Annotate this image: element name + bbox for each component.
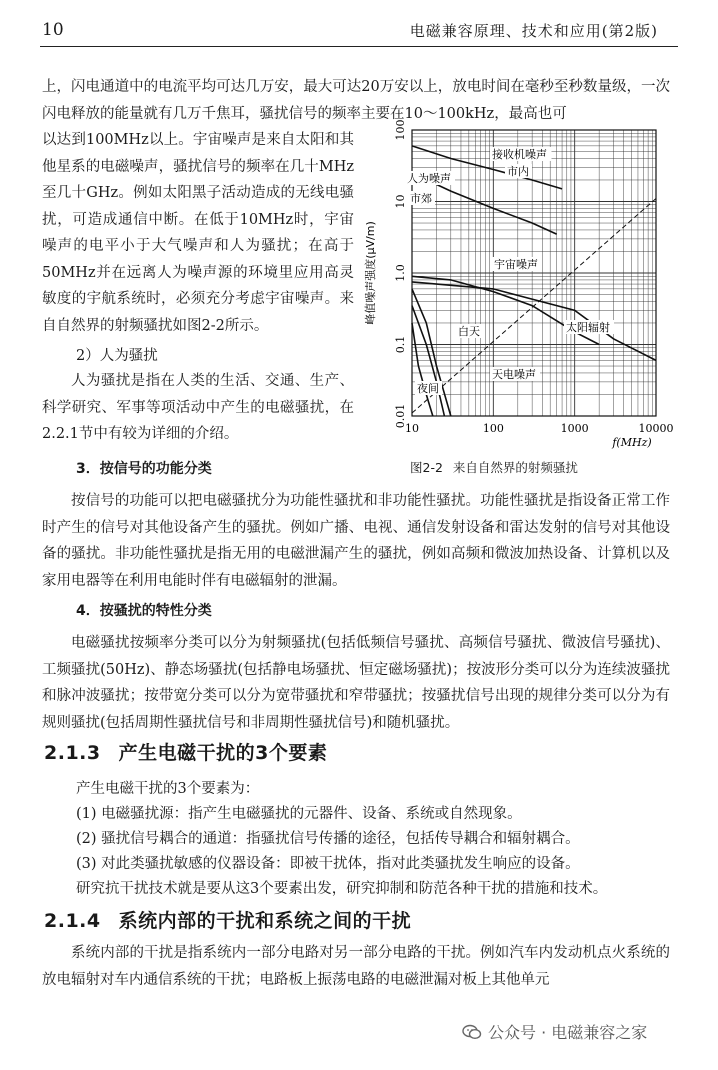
section-heading-2-1-3 bbox=[44, 738, 327, 765]
running-title: 电磁兼容原理、技术和应用(第2版) bbox=[409, 22, 658, 40]
paragraph-intra-system: 系统内部的干扰是指系统内一部分电路对另一部分电路的干扰。例如汽车内发动机点火系统的放电辐射对车内通信系统的干扰；电路板上振荡电路的电磁泄漏对板上其他单元 bbox=[42, 945, 670, 988]
curve-label: 白天 bbox=[458, 325, 480, 338]
x-axis-label: f(MHz) bbox=[612, 436, 652, 449]
paragraph-by-characteristic: 电磁骚扰按频率分类可以分为射频骚扰(包括低频信号骚扰、高频信号骚扰、微波信号骚扰)、工频骚扰(50Hz)、静态场骚扰(包括静电场骚扰、恒定磁场骚扰)；按波形分类可以分为连续波骚扰和脉冲波骚扰；按带宽分类可以分为宽带骚扰和窄带骚扰；按骚扰信号出现的规律分类可以分为有规则骚扰(包括周期性骚扰信号和非周期性骚扰信号)和随机骚扰。 bbox=[42, 635, 670, 731]
list-item-coupling: (2) 骚扰信号耦合的通道：指骚扰信号传播的途径，包括传导耦合和辐射耦合。 bbox=[76, 831, 580, 847]
subheading-by-characteristic: 4．按骚扰的特性分类 bbox=[76, 603, 212, 619]
section-heading-2-1-4 bbox=[44, 906, 411, 933]
curve-label: 接收机噪声 bbox=[492, 148, 547, 161]
page-header bbox=[40, 16, 678, 47]
curve-label: 太阳辐射 bbox=[566, 321, 610, 334]
x-tick-label: 10000 bbox=[638, 422, 674, 435]
subheading-by-function: 3．按信号的功能分类 bbox=[76, 461, 212, 477]
series-line bbox=[412, 282, 656, 361]
x-tick-label: 10 bbox=[405, 422, 419, 435]
curve-label: 人为噪声 bbox=[407, 172, 451, 185]
curve-label: 夜间 bbox=[417, 382, 439, 395]
subheading-man-made: 2）人为骚扰 bbox=[76, 348, 158, 364]
y-tick-label: 0.01 bbox=[394, 403, 407, 429]
curve-label: 市内 bbox=[507, 165, 529, 178]
section-title: 系统内部的干扰和系统之间的干扰 bbox=[118, 910, 412, 932]
x-tick-label: 1000 bbox=[560, 422, 589, 435]
section-number: 2.1.4 bbox=[44, 910, 101, 932]
list-item-source: (1) 电磁骚扰源：指产生电磁骚扰的元器件、设备、系统或自然现象。 bbox=[76, 806, 522, 822]
paragraph-research: 研究抗干扰技术就是要从这3个要素出发，研究抑制和防范各种干扰的措施和技术。 bbox=[76, 881, 608, 897]
noise-chart bbox=[360, 120, 680, 450]
watermark bbox=[462, 1020, 647, 1043]
three-elements-intro: 产生电磁干扰的3个要素为： bbox=[76, 781, 260, 797]
y-tick-label: 100 bbox=[394, 120, 407, 141]
y-axis-label: 峰值噪声强度(μV/m) bbox=[364, 221, 377, 325]
figure-2-2 bbox=[360, 120, 680, 480]
y-tick-label: 1.0 bbox=[394, 264, 407, 282]
paragraph-by-function: 按信号的功能可以把电磁骚扰分为功能性骚扰和非功能性骚扰。功能性骚扰是指设备正常工作时产生的信号对其他设备产生的骚扰。例如广播、电视、通信发射设备和雷达发射的信号对其他设备的骚扰。非功能性骚扰是指无用的电磁泄漏产生的骚扰，例如高频和微波加热设备、计算机以及家用电器等在利用电能时伴有电磁辐射的泄漏。 bbox=[42, 493, 670, 589]
caption-text: 来自自然界的射频骚扰 bbox=[452, 460, 578, 475]
wechat-icon bbox=[462, 1024, 482, 1040]
list-item-victim: (3) 对此类骚扰敏感的仪器设备：即被干扰体，指对此类骚扰发生响应的设备。 bbox=[76, 856, 580, 872]
curve-label: 市郊 bbox=[410, 192, 432, 205]
y-tick-label: 10 bbox=[394, 194, 407, 209]
y-tick-label: 0.1 bbox=[394, 335, 407, 354]
paragraph-lightning: 上，闪电通道中的电流平均可达几万安，最大可达20万安以上，放电时间在毫秒至秒数量级，一次闪电释放的能量就有几万千焦耳，骚扰信号的频率主要在10～100kHz，最高也可 bbox=[42, 79, 670, 122]
paragraph-man-made: 人为骚扰是指在人类的生活、交通、生产、科学研究、军事等项活动中产生的电磁骚扰，在2.2.1节中有较为详细的介绍。 bbox=[42, 373, 354, 442]
section-number: 2.1.3 bbox=[44, 742, 101, 764]
x-tick-label: 100 bbox=[482, 422, 504, 435]
series-line bbox=[412, 289, 451, 416]
caption-number: 图2-2 bbox=[410, 460, 443, 475]
page-number: 10 bbox=[42, 20, 64, 40]
curve-label: 宇宙噪声 bbox=[494, 258, 538, 271]
figure-caption bbox=[410, 458, 578, 476]
section-title: 产生电磁干扰的3个要素 bbox=[118, 742, 328, 764]
paragraph-cosmic-noise: 以达到100MHz以上。宇宙噪声是来自太阳和其他星系的电磁噪声，骚扰信号的频率在几十MHz至几十GHz。例如太阳黑子活动造成的无线电骚扰，可造成通信中断。在低于10MHz时，宇宙噪声的电平小于大气噪声和人为骚扰；在高于50MHz并在远离人为噪声源的环境里应用高灵敏度的宇航系统时，必须充分考虑宇宙噪声。来自自然界的射频骚扰如图2-2所示。 bbox=[42, 132, 354, 334]
curve-label: 天电噪声 bbox=[492, 368, 536, 381]
watermark-text: 公众号 · 电磁兼容之家 bbox=[488, 1023, 648, 1042]
